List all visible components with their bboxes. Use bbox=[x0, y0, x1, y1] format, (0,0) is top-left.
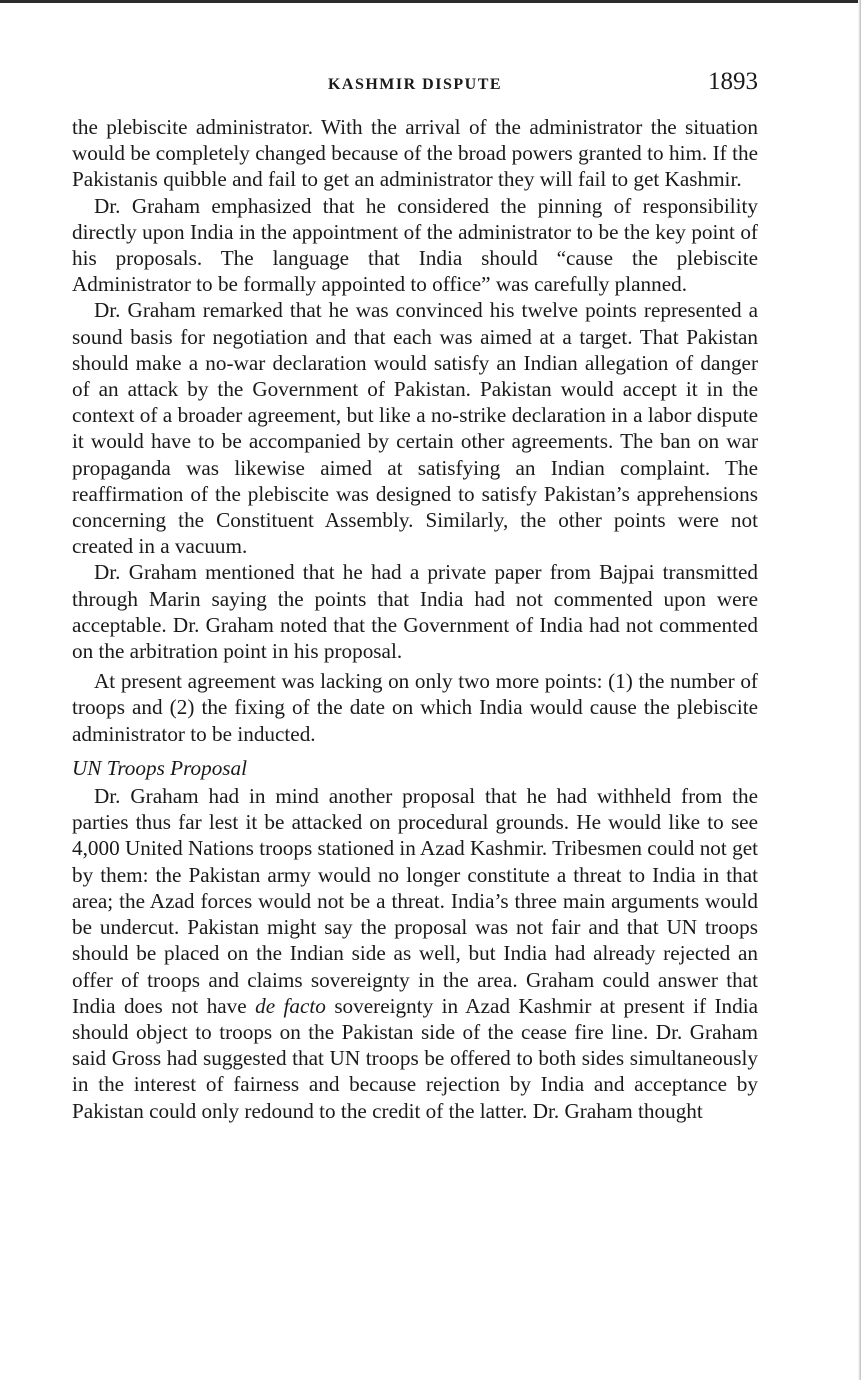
paragraph: the plebiscite administrator. With the arrival of the administrator the situation would be completely changed because of the broad powers granted to him. If the Pakistanis quibble and fail to get an administrator they will fail to get Kashmir. bbox=[72, 115, 758, 192]
paragraph: Dr. Graham mentioned that he had a private paper from Bajpai transmitted through Marin saying the points that India had not commented upon were acceptable. Dr. Graham noted that the Government of India had not commented on the arbitration point in his proposal. bbox=[72, 560, 758, 664]
body-text bbox=[72, 114, 758, 1124]
page-number: 1893 bbox=[708, 68, 758, 95]
paragraph-text: Dr. Graham had in mind another proposal that he had withheld from the parties thus far lest it be attacked on procedural grounds. He would like to see 4,000 United Nations troops stationed in Azad Kashmir. Tribesmen could not get by them: the Pakistan army would no longer constitute a threat to India in that area; the Azad forces would not be a threat. India’s three main arguments would be undercut. Pakistan might say the proposal was not fair and that UN troops should be placed on the Indian side as well, but India had already rejected an offer of troops and claims sovereignty in the area. Graham could answer that India does not have bbox=[72, 784, 758, 1018]
page-header bbox=[72, 66, 758, 106]
top-rule bbox=[0, 0, 861, 3]
italic-term: de facto bbox=[255, 993, 326, 1018]
paragraph: Dr. Graham emphasized that he considered the pinning of responsibility directly upon India in the appointment of the administrator to be the key point of his proposals. The language that India should “cause the plebiscite Administrator to be formally appointed to office” was carefully planned. bbox=[72, 193, 758, 297]
running-head: KASHMIR DISPUTE bbox=[327, 76, 503, 93]
paragraph: Dr. Graham remarked that he was convinced his twelve points represented a sound basis for negotiation and that each was aimed at a target. That Pakistan should make a no-war declaration would satisfy an Indian allegation of danger of an attack by the Government of Pakistan. Pakistan would accept it in the context of a broader agreement, but like a no-strike declaration in a labor dispute it would have to be accompanied by certain other agreements. The ban on war propaganda was likewise aimed at satisfying an Indian complaint. The reaffirmation of the plebiscite was designed to satisfy Pakistan’s apprehensions concerning the Constituent Assembly. Similarly, the other points were not created in a vacuum. bbox=[72, 298, 758, 559]
paragraph: At present agreement was lacking on only two more points: (1) the number of troops and (2) the fixing of the date on which India would cause the plebiscite administrator to be inducted. bbox=[72, 669, 758, 746]
paragraph bbox=[72, 783, 758, 1124]
paragraph-text: sovereignty in Azad Kashmir at present if India should object to troops on the Pakistan side of the cease fire line. Dr. Graham said Gross had suggested that UN troops be offered to both sides simultaneously in the interest of fairness and because rejection by India and acceptance by Pakistan could only redound to the credit of the latter. Dr. Graham thought bbox=[72, 993, 758, 1123]
section-heading: UN Troops Proposal bbox=[72, 755, 248, 780]
